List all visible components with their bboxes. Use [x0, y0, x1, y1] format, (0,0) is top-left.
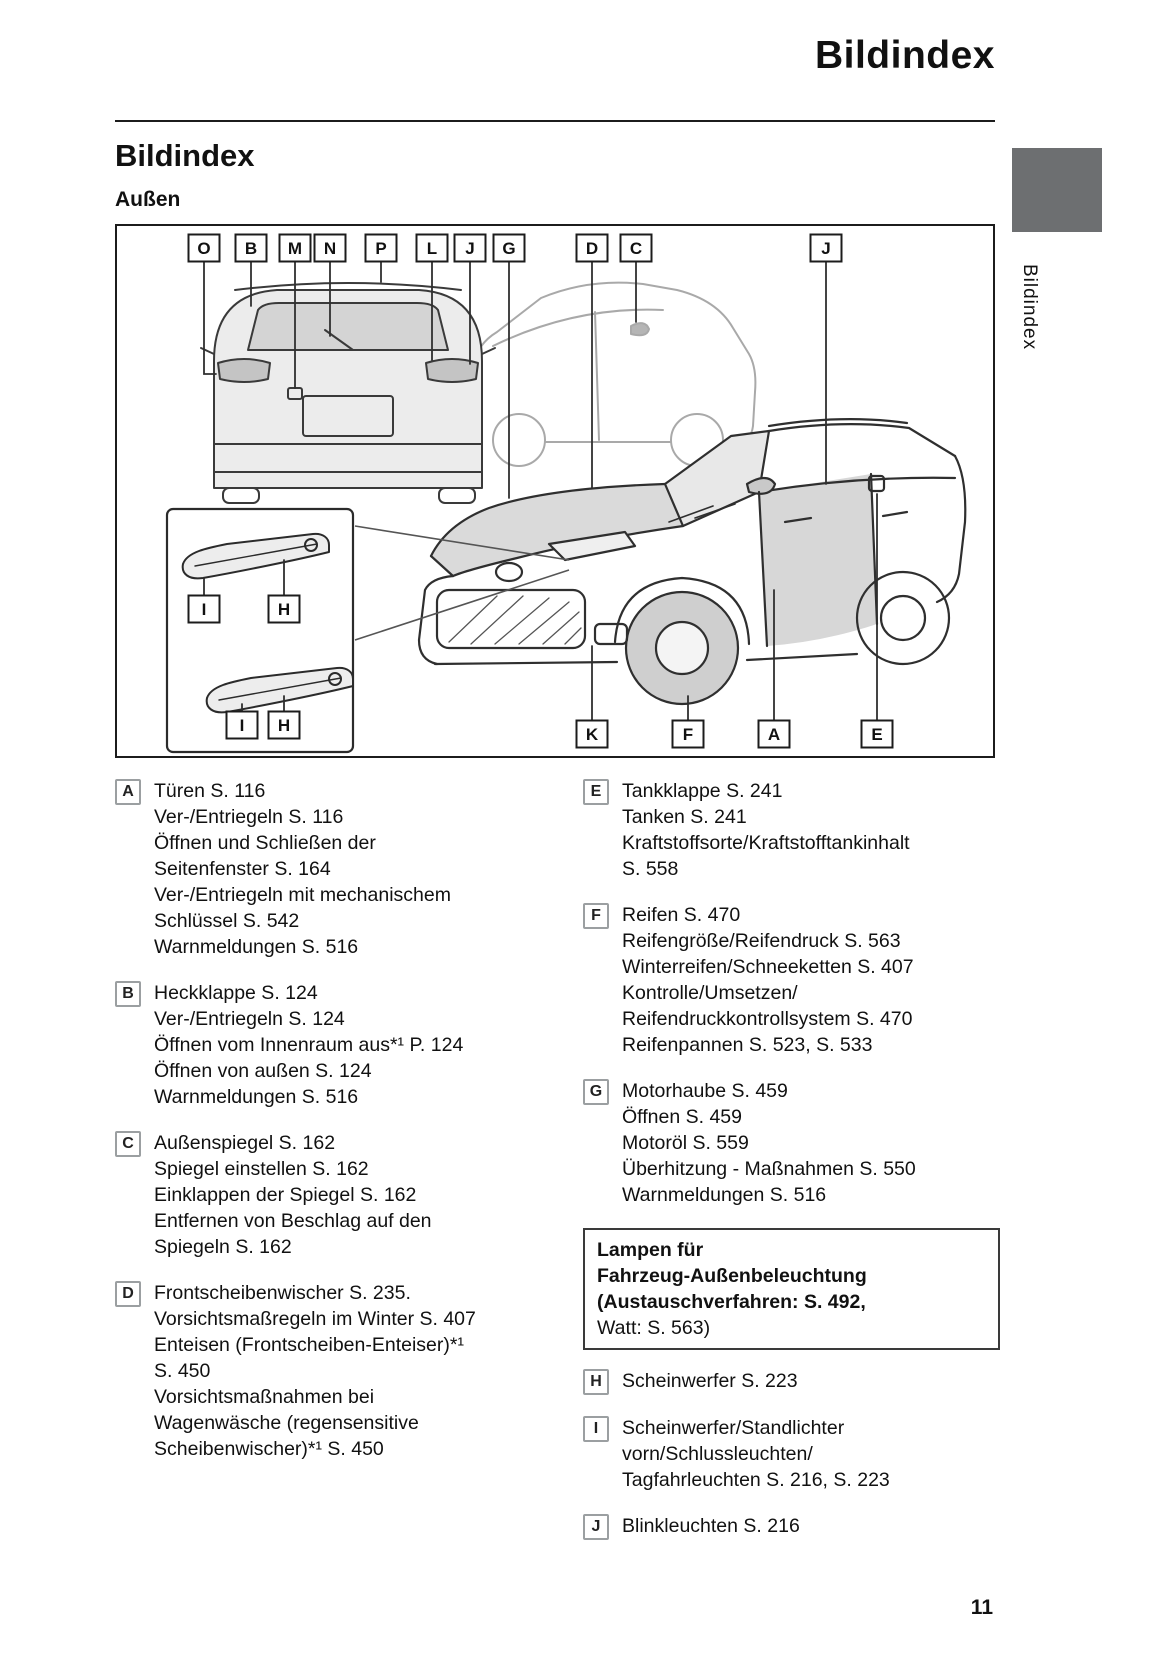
header-rule: [115, 120, 995, 122]
item-line: Ver-/Entriegeln S. 124: [154, 1008, 345, 1030]
index-column-right-top: [583, 778, 1000, 1208]
item-lines: [622, 902, 1000, 1058]
item-line: Reifengröße/Reifendruck S. 563: [622, 930, 901, 952]
diagram-label-K: [577, 721, 608, 748]
item-line: Öffnen vom Innenraum aus*¹ P. 124: [154, 1034, 464, 1056]
svg-text:O: O: [197, 239, 211, 258]
item-lines: [622, 1513, 1000, 1540]
item-letter-badge: G: [583, 1079, 609, 1105]
item-line: Reifendruckkontrollsystem S. 470: [622, 1008, 913, 1030]
rear-view-car-drawing: [201, 283, 495, 503]
item-line: Entfernen von Beschlag auf den: [154, 1210, 432, 1232]
item-line: Frontscheibenwischer S. 235.: [154, 1282, 411, 1304]
item-line: S. 450: [154, 1360, 211, 1382]
diagram-label-I: [227, 712, 258, 739]
background-car-drawing: [467, 283, 756, 466]
diagram-label-D: [577, 235, 608, 262]
item-line: Außenspiegel S. 162: [154, 1132, 336, 1154]
diagram-label-F: [673, 721, 704, 748]
item-line: Ver-/Entriegeln S. 116: [154, 806, 344, 828]
item-line: Wagenwäsche (regensensitive: [154, 1412, 419, 1434]
subsection-title: Außen: [115, 188, 181, 211]
item-line: Öffnen und Schließen der: [154, 832, 376, 854]
svg-text:N: N: [323, 239, 337, 258]
item-line: Enteisen (Frontscheiben-Enteiser)*¹: [154, 1334, 464, 1356]
item-line: Seitenfenster S. 164: [154, 858, 331, 880]
diagram-label-B: [236, 235, 267, 262]
item-line: Schlüssel S. 542: [154, 910, 300, 932]
index-item: [583, 902, 1000, 1058]
diagram-label-J: [811, 235, 842, 262]
diagram-label-O: [189, 235, 220, 262]
item-line: Heckklappe S. 124: [154, 982, 318, 1004]
item-lines: [154, 980, 573, 1110]
item-line: Spiegel einstellen S. 162: [154, 1158, 369, 1180]
item-line: Motorhaube S. 459: [622, 1080, 788, 1102]
lamp-note-line: (Austauschverfahren: S. 492,: [597, 1291, 866, 1313]
page-number: 11: [970, 1596, 993, 1619]
diagram-label-E: [862, 721, 893, 748]
item-lines: [622, 1078, 1000, 1208]
item-line: Spiegeln S. 162: [154, 1236, 292, 1258]
section-title: Bildindex: [115, 138, 255, 173]
diagram-label-H: [269, 712, 300, 739]
diagram-label-L: [417, 235, 448, 262]
item-line: Ver-/Entriegeln mit mechanischem: [154, 884, 451, 906]
item-line: Öffnen S. 459: [622, 1106, 742, 1128]
item-lines: [154, 1130, 573, 1260]
item-letter-badge: A: [115, 779, 141, 805]
item-line: Überhitzung - Maßnahmen S. 550: [622, 1158, 916, 1180]
svg-text:L: L: [426, 239, 438, 258]
item-letter-badge: B: [115, 981, 141, 1007]
item-line: vorn/Schlussleuchten/: [622, 1443, 813, 1465]
item-line: Warnmeldungen S. 516: [154, 936, 359, 958]
svg-text:H: H: [277, 716, 291, 735]
svg-text:G: G: [502, 239, 516, 258]
inset-detail-box: [167, 509, 353, 752]
svg-text:H: H: [277, 600, 291, 619]
item-line: Warnmeldungen S. 516: [622, 1184, 827, 1206]
svg-text:P: P: [375, 239, 387, 258]
item-letter-badge: J: [583, 1514, 609, 1540]
index-item: [115, 1280, 573, 1462]
item-line: Scheibenwischer)*¹ S. 450: [154, 1438, 384, 1460]
index-item: [115, 1130, 573, 1260]
item-line: Motoröl S. 559: [622, 1132, 749, 1154]
svg-text:J: J: [465, 239, 475, 258]
item-line: Tankklappe S. 241: [622, 780, 783, 802]
item-letter-badge: E: [583, 779, 609, 805]
lamp-note-line: Fahrzeug-Außenbeleuchtung: [597, 1265, 867, 1287]
item-line: S. 558: [622, 858, 679, 880]
diagram-label-N: [315, 235, 346, 262]
side-tab-label: Bildindex: [1019, 264, 1040, 351]
svg-text:M: M: [287, 239, 303, 258]
svg-text:C: C: [629, 239, 643, 258]
item-lines: [154, 778, 573, 960]
item-line: Scheinwerfer/Standlichter: [622, 1417, 845, 1439]
lamp-note-bold-text: [597, 1237, 986, 1315]
svg-text:I: I: [201, 600, 207, 619]
diagram-label-G: [494, 235, 525, 262]
index-column-right-bottom: [583, 1368, 1000, 1540]
item-line: Winterreifen/Schneeketten S. 407: [622, 956, 914, 978]
diagram-label-C: [621, 235, 652, 262]
diagram-label-A: [759, 721, 790, 748]
lamp-note-regular-text: Watt: S. 563): [597, 1317, 711, 1339]
page-header-title: Bildindex: [814, 34, 995, 77]
item-line: Tanken S. 241: [622, 806, 747, 828]
index-column-left: [115, 778, 573, 1482]
item-lines: [622, 1415, 1000, 1493]
item-letter-badge: D: [115, 1281, 141, 1307]
item-letter-badge: F: [583, 903, 609, 929]
index-item: [583, 1078, 1000, 1208]
svg-text:I: I: [239, 716, 245, 735]
item-line: Öffnen von außen S. 124: [154, 1060, 372, 1082]
item-lines: [154, 1280, 573, 1462]
diagram-label-M: [280, 235, 311, 262]
svg-text:E: E: [871, 725, 883, 744]
diagram-label-H: [269, 596, 300, 623]
index-item: [583, 1513, 1000, 1540]
exterior-diagram-svg: [117, 226, 993, 756]
lamp-note-box: [583, 1228, 1000, 1350]
index-item: [115, 980, 573, 1110]
main-car-drawing: [419, 419, 965, 704]
item-line: Türen S. 116: [154, 780, 266, 802]
svg-text:B: B: [244, 239, 258, 258]
item-lines: [622, 778, 1000, 882]
item-line: Einklappen der Spiegel S. 162: [154, 1184, 417, 1206]
item-letter-badge: C: [115, 1131, 141, 1157]
exterior-diagram: [115, 224, 995, 758]
index-column-right: [583, 778, 1000, 1560]
item-line: Warnmeldungen S. 516: [154, 1086, 359, 1108]
chapter-tab-marker: [1012, 148, 1102, 232]
item-letter-badge: H: [583, 1369, 609, 1395]
diagram-label-J: [455, 235, 486, 262]
svg-text:K: K: [585, 725, 599, 744]
index-item: [583, 778, 1000, 882]
item-line: Reifenpannen S. 523, S. 533: [622, 1034, 873, 1056]
item-line: Kontrolle/Umsetzen/: [622, 982, 798, 1004]
diagram-label-I: [189, 596, 220, 623]
svg-text:J: J: [821, 239, 831, 258]
item-line: Reifen S. 470: [622, 904, 741, 926]
item-line: Blinkleuchten S. 216: [622, 1515, 800, 1537]
item-lines: [622, 1368, 1000, 1395]
item-line: Vorsichtsmaßregeln im Winter S. 407: [154, 1308, 476, 1330]
diagram-label-P: [366, 235, 397, 262]
index-item: [583, 1368, 1000, 1395]
index-item: [583, 1415, 1000, 1493]
svg-text:F: F: [682, 725, 694, 744]
item-line: Scheinwerfer S. 223: [622, 1370, 798, 1392]
lamp-note-line: Lampen für: [597, 1239, 704, 1261]
svg-text:A: A: [767, 725, 781, 744]
item-line: Tagfahrleuchten S. 216, S. 223: [622, 1469, 890, 1491]
index-item: [115, 778, 573, 960]
item-line: Kraftstoffsorte/Kraftstofftankinhalt: [622, 832, 910, 854]
item-letter-badge: I: [583, 1416, 609, 1442]
svg-text:D: D: [585, 239, 599, 258]
item-line: Vorsichtsmaßnahmen bei: [154, 1386, 375, 1408]
